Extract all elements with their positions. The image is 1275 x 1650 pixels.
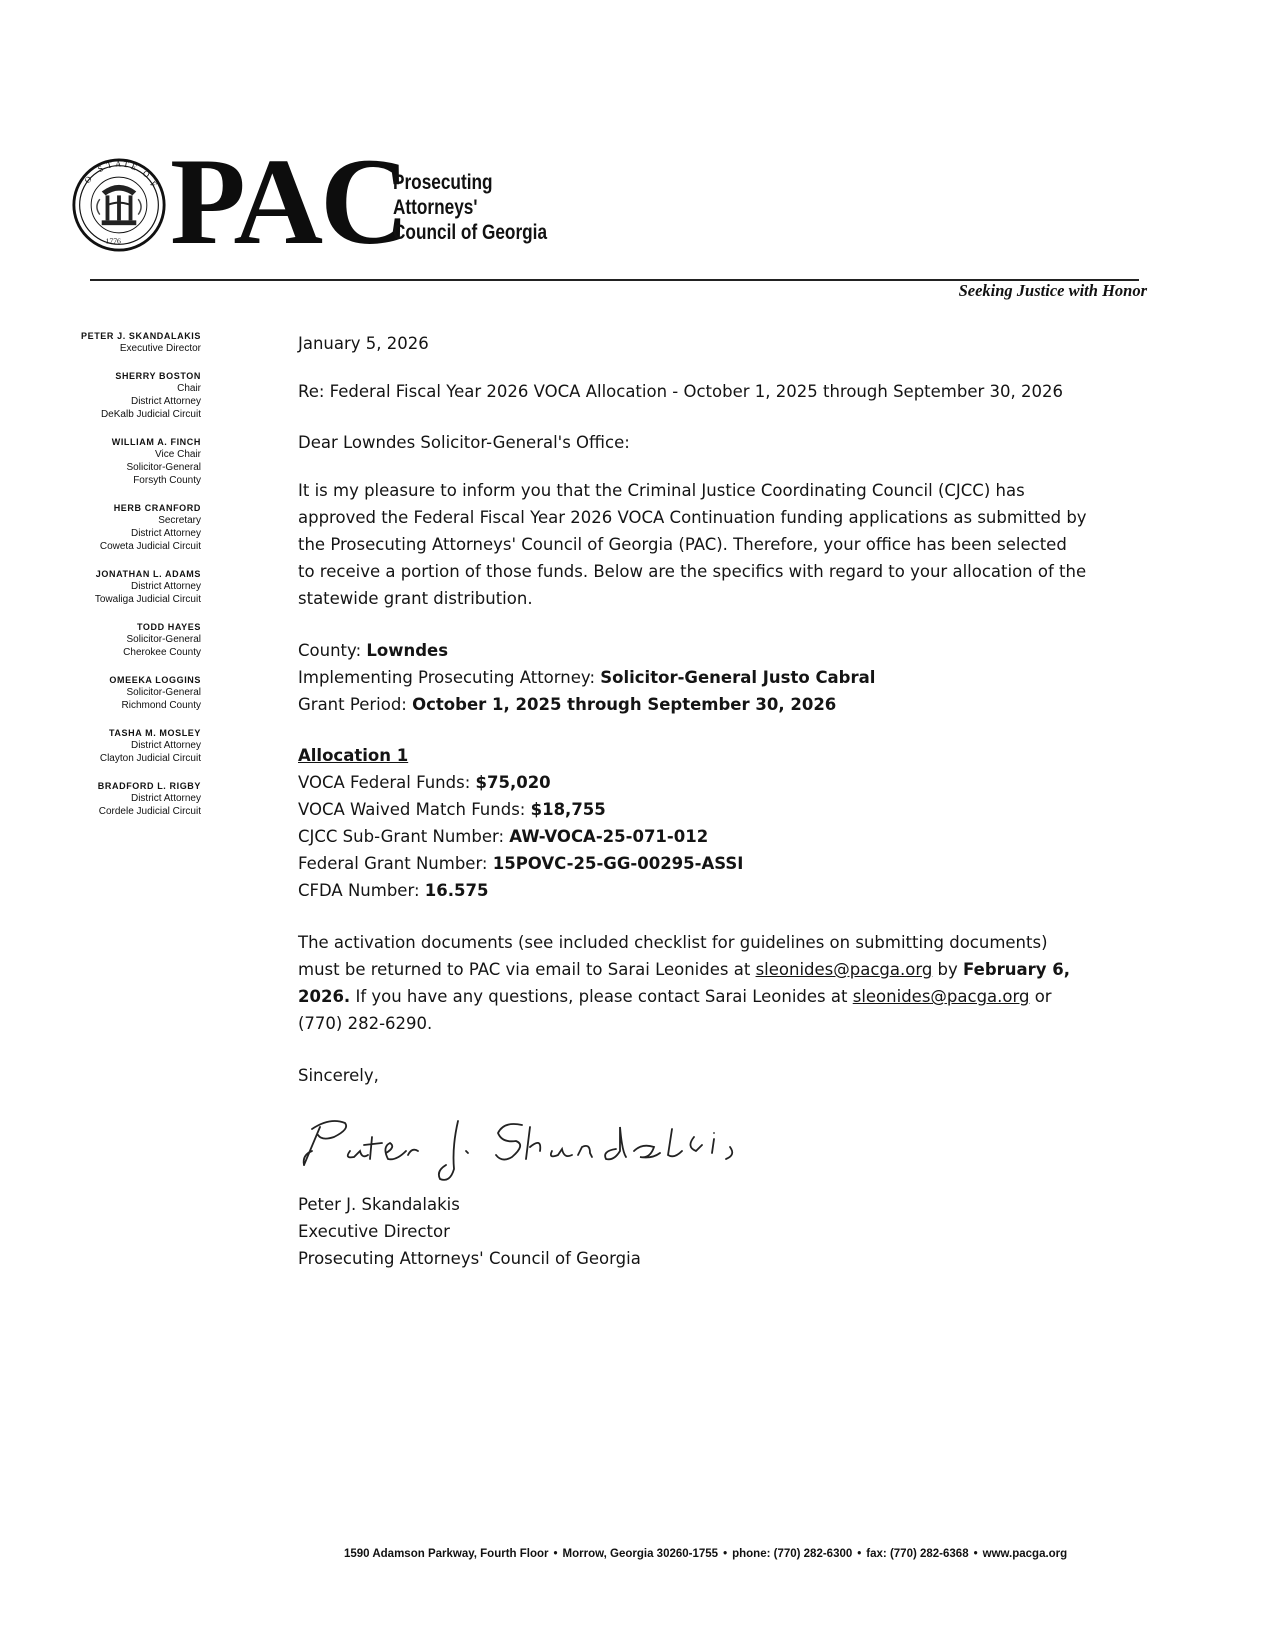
member-name: WILLIAM A. FINCH [111, 437, 201, 447]
member-role: Chair [177, 383, 201, 394]
svg-text:T: T [105, 159, 114, 171]
county-label: County: [298, 641, 367, 660]
subgrant-row [298, 823, 1088, 850]
board-member [45, 330, 201, 355]
member-name: SHERRY BOSTON [115, 371, 201, 381]
cfda-row [298, 877, 1088, 904]
member-role: Solicitor-General [126, 634, 201, 645]
letter-body [298, 330, 1088, 1272]
footer-fax: fax: (770) 282-6368 [866, 1548, 969, 1560]
member-role: District Attorney [130, 793, 201, 804]
email-link[interactable]: sleonides@pacga.org [755, 960, 933, 979]
member-name: BRADFORD L. RIGBY [97, 781, 201, 791]
member-name: TODD HAYES [136, 622, 201, 632]
instructions-paragraph [298, 929, 1088, 1037]
match-funds-value: $18,755 [530, 800, 606, 819]
member-role: Cherokee County [123, 647, 201, 658]
org-line-2: Attorneys' [393, 196, 478, 219]
subject-line: Re: Federal Fiscal Year 2026 VOCA Allocation - October 1, 2025 through September 30, 2026 [298, 382, 1063, 401]
allocation-details [298, 742, 1088, 904]
member-role: Vice Chair [155, 449, 201, 460]
member-name: JONATHAN L. ADAMS [95, 569, 201, 579]
member-role: DeKalb Judicial Circuit [100, 409, 201, 420]
handwritten-signature [290, 1107, 760, 1187]
footer-phone: phone: (770) 282-6300 [732, 1548, 853, 1560]
member-name: TASHA M. MOSLEY [109, 728, 201, 738]
member-role: District Attorney [130, 740, 201, 751]
signer-title: Executive Director [298, 1222, 450, 1241]
period-label: Grant Period: [298, 695, 413, 714]
instructions-text: by [932, 960, 964, 979]
brand-logo-text: PAC [170, 133, 407, 270]
member-role: Cordele Judicial Circuit [98, 806, 201, 817]
instructions-text: The activation documents (see included checklist for guidelines on submitting documents) must be returned to PAC via email to Sarai Leonides at [298, 933, 1048, 979]
federal-grant-row [298, 850, 1088, 877]
member-role: Secretary [158, 515, 201, 526]
allocation-title: Allocation 1 [298, 746, 409, 765]
federal-funds-label: VOCA Federal Funds: [298, 773, 476, 792]
member-role: District Attorney [130, 396, 201, 407]
board-member [45, 502, 201, 553]
signature-block [298, 1191, 1088, 1272]
member-role: Coweta Judicial Circuit [99, 541, 201, 552]
county-value: Lowndes [366, 641, 449, 660]
period-value: October 1, 2025 through September 30, 2026 [412, 695, 837, 714]
state-seal-logo [71, 157, 167, 253]
org-line-1: Prosecuting [393, 171, 493, 194]
member-role: District Attorney [130, 528, 201, 539]
cfda-value: 16.575 [424, 881, 489, 900]
match-funds-label: VOCA Waived Match Funds: [298, 800, 531, 819]
member-name: PETER J. SKANDALAKIS [80, 331, 201, 341]
footer-city: Morrow, Georgia 30260-1755 [562, 1548, 719, 1560]
footer-address: 1590 Adamson Parkway, Fourth Floor [344, 1548, 549, 1560]
member-role: Richmond County [121, 700, 201, 711]
tagline: Seeking Justice with Honor [958, 281, 1147, 300]
deadline-date: February 6, 2026. [298, 960, 1071, 1006]
organization-name [393, 170, 547, 245]
attorney-row [298, 664, 1088, 691]
period-row [298, 691, 1088, 718]
member-name: OMEEKA LOGGINS [109, 675, 201, 685]
svg-text:O: O [140, 167, 152, 180]
board-member [45, 727, 201, 765]
board-members-list [45, 330, 201, 833]
svg-text:E: E [129, 161, 139, 173]
footer-website[interactable]: www.pacga.org [982, 1548, 1068, 1560]
federal-funds-row [298, 769, 1088, 796]
grant-details [298, 637, 1088, 718]
board-member [45, 568, 201, 606]
svg-text:A: A [115, 158, 122, 169]
salutation: Dear Lowndes Solicitor-General's Office: [298, 433, 630, 452]
member-role: Executive Director [119, 343, 201, 354]
intro-paragraph: It is my pleasure to inform you that the Criminal Justice Coordinating Council (CJCC) has approved the Federal Fiscal Year 2026 VOCA Continuation funding applications as submitted by the Prosecuting Attorneys' Council of Georgia (PAC). Therefore, your office has been selected to receive a portion of those funds. Below are the specifics with regard to your allocation of the statewide grant distribution. [298, 481, 1087, 608]
board-member [45, 780, 201, 818]
member-name: HERB CRANFORD [113, 503, 201, 513]
letter-date: January 5, 2026 [298, 334, 429, 353]
county-row [298, 637, 1088, 664]
org-line-3: Council of Georgia [393, 221, 548, 244]
board-member [45, 370, 201, 421]
federal-grant-value: 15POVC-25-GG-00295-ASSI [492, 854, 744, 873]
member-role: Solicitor-General [126, 687, 201, 698]
member-role: Clayton Judicial Circuit [99, 753, 201, 764]
member-role: Forsyth County [133, 475, 201, 486]
svg-text:1776: 1776 [105, 236, 121, 246]
federal-grant-label: Federal Grant Number: [298, 854, 493, 873]
member-role: Towaliga Judicial Circuit [94, 594, 201, 605]
attorney-label: Implementing Prosecuting Attorney: [298, 668, 601, 687]
signoff: Sincerely, [298, 1066, 379, 1085]
federal-funds-value: $75,020 [475, 773, 551, 792]
signer-organization: Prosecuting Attorneys' Council of Georgia [298, 1249, 641, 1268]
member-role: District Attorney [130, 581, 201, 592]
svg-text:S: S [96, 163, 105, 175]
svg-text:T: T [122, 158, 130, 170]
svg-text:O: O [82, 173, 94, 186]
board-member [45, 621, 201, 659]
cfda-label: CFDA Number: [298, 881, 425, 900]
svg-text:F: F [148, 178, 159, 189]
subgrant-label: CJCC Sub-Grant Number: [298, 827, 510, 846]
footer-contact: 1590 Adamson Parkway, Fourth Floor • Morrow, Georgia 30260-1755 • phone: (770) 282-6300 • fax: (770) 282-6368 • www.pacga.org [344, 1548, 1068, 1560]
signer-name: Peter J. Skandalakis [298, 1195, 460, 1214]
subgrant-value: AW-VOCA-25-071-012 [509, 827, 709, 846]
attorney-value: Solicitor-General Justo Cabral [600, 668, 876, 687]
board-member [45, 436, 201, 487]
instructions-text: or (770) 282-6290. [298, 987, 1052, 1033]
email-link[interactable]: sleonides@pacga.org [852, 987, 1030, 1006]
instructions-text: If you have any questions, please contact Sarai Leonides at [350, 987, 853, 1006]
member-role: Solicitor-General [126, 462, 201, 473]
match-funds-row [298, 796, 1088, 823]
board-member [45, 674, 201, 712]
